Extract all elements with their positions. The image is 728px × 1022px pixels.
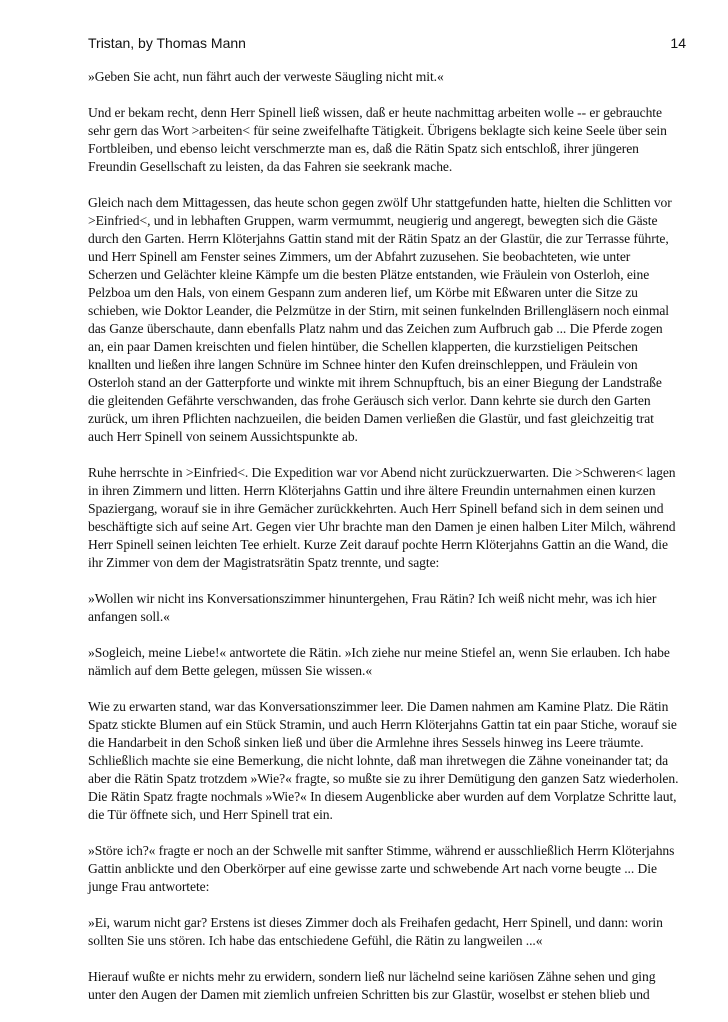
paragraph xyxy=(88,914,686,950)
paragraph xyxy=(88,842,686,896)
text-line: Hierauf wußte er nichts mehr zu erwidern, sondern ließ nur lächelnd seine kariösen Zähne sehen und ging xyxy=(88,969,656,984)
running-title: Tristan, by Thomas Mann xyxy=(88,35,246,51)
text-line: an, ein paar Damen kreischten und fielen hintüber, die Schellen klapperten, die kurzstieligen Peitschen xyxy=(88,339,638,354)
text-line: sollten Sie uns stören. Ich habe das entschiedene Gefühl, die Rätin zu langweilen ...« xyxy=(88,933,543,948)
text-line: Schließlich machte sie eine Bemerkung, die nicht lohnte, daß man ihretwegen die Zähne voneinander tat; da xyxy=(88,753,669,768)
text-line: beschäftigte sich auf seine Art. Gegen vier Uhr brachte man den Damen je einen halben Liter Milch, während xyxy=(88,519,676,534)
text-line: >Einfried<, und in lebhaften Gruppen, warm vermummt, neugierig und angeregt, bewegten sich die Gäste xyxy=(88,213,658,228)
text-line: junge Frau antwortete: xyxy=(88,879,210,894)
text-line: »Ei, warum nicht gar? Erstens ist dieses Zimmer doch als Freihafen gedacht, Herr Spinell, und dann: worin xyxy=(88,915,663,930)
paragraph xyxy=(88,464,686,572)
text-line: aber die Rätin Spatz trotzdem »Wie?« fragte, so mußte sie zu ihrer Demütigung den ganzen Satz wiederholen. xyxy=(88,771,679,786)
paragraph xyxy=(88,68,686,86)
text-line: sehr gern das Wort >arbeiten< für seine zweifelhafte Tätigkeit. Übrigens beklagte sich keine Seele über sein xyxy=(88,123,667,138)
page-body xyxy=(88,68,686,1022)
text-line: knallten und ließen ihre langen Schnüre im Schnee hinter den Kufen dreinschleppen, und Fräulein von xyxy=(88,357,638,372)
text-line: unter den Augen der Damen mit ziemlich unfreien Schritten bis zur Glastür, woselbst er stehen blieb und xyxy=(88,987,650,1002)
text-line: Und er bekam recht, denn Herr Spinell ließ wissen, daß er heute nachmittag arbeiten wolle -- er gebrauchte xyxy=(88,105,662,120)
text-line: und Herr Spinell am Fenster seines Zimmers, um der Abfahrt zuzusehen. Sie beobachteten, wie unter xyxy=(88,249,631,264)
paragraph xyxy=(88,194,686,446)
text-line: »Störe ich?« fragte er noch an der Schwelle mit sanfter Stimme, während er ausschließlich Herrn Klöterjahns xyxy=(88,843,675,858)
text-line: die gleitenden Gefährte verschwanden, das frohe Geräusch sich verlor. Dann kehrte sie durch den Garten xyxy=(88,393,651,408)
text-line: Pelzboa um den Hals, von einem Gespann zum anderen lief, um Körbe mit Eßwaren unter die Sitze zu xyxy=(88,285,638,300)
text-line: Herr Spinell seinen leichten Tee erhielt. Kurze Zeit darauf pochte Herrn Klöterjahns Gattin an die Wand, die xyxy=(88,537,668,552)
text-line: Ruhe herrschte in >Einfried<. Die Expedition war vor Abend nicht zurückzuerwarten. Die >Schweren< lagen xyxy=(88,465,676,480)
text-line: das Ganze überschaute, dann ebenfalls Platz nahm und das Zeichen zum Aufbruch gab ... Die Pferde zogen xyxy=(88,321,663,336)
text-line: zurück, um ihren Pflichten nachzueilen, die beiden Damen verließen die Glastür, und fast gleichzeitig trat xyxy=(88,411,654,426)
text-line: Wie zu erwarten stand, war das Konversationszimmer leer. Die Damen nahmen am Kamine Platz. Die Rätin xyxy=(88,699,669,714)
text-line: Freundin Gesellschaft zu leisten, da das Fahren sie seekrank mache. xyxy=(88,159,453,174)
text-line: auch Herr Spinell von seinem Aussichtspunkte ab. xyxy=(88,429,358,444)
text-line: die Handarbeit in den Schoß sinken ließ und über die Armlehne ihres Sessels hinweg ins Leere träumte. xyxy=(88,735,644,750)
text-line: durch den Garten. Herrn Klöterjahns Gattin stand mit der Rätin Spatz an der Glastür, die zur Terrasse führte, xyxy=(88,231,669,246)
text-line: Osterloh stand an der Gatterpforte und winkte mit ihrem Schnupftuch, bis an einer Biegung der Landstraße xyxy=(88,375,662,390)
text-line: »Sogleich, meine Liebe!« antwortete die Rätin. »Ich ziehe nur meine Stiefel an, wenn Sie erlauben. Ich habe xyxy=(88,645,670,660)
text-line: »Wollen wir nicht ins Konversationszimmer hinuntergehen, Frau Rätin? Ich weiß nicht mehr, was ich hier xyxy=(88,591,657,606)
text-line: in ihren Zimmern und litten. Herrn Klöterjahns Gattin und ihre ältere Freundin unternahmen einen kurzen xyxy=(88,483,656,498)
text-line: die Tür öffnete sich, und Herr Spinell trat ein. xyxy=(88,807,333,822)
paragraph xyxy=(88,104,686,176)
paragraph xyxy=(88,698,686,824)
text-line: Spatz stickte Blumen auf ein Stück Stramin, und auch Herrn Klöterjahns Gattin tat ein paar Stiche, worauf sie xyxy=(88,717,677,732)
text-line: Gleich nach dem Mittagessen, das heute schon gegen zwölf Uhr stattgefunden hatte, hielten die Schlitten vor xyxy=(88,195,672,210)
text-line: anfangen soll.« xyxy=(88,609,170,624)
text-line: nämlich auf dem Bette gelegen, müssen Sie wissen.« xyxy=(88,663,373,678)
text-line: »Geben Sie acht, nun fährt auch der verweste Säugling nicht mit.« xyxy=(88,69,444,84)
paragraph xyxy=(88,644,686,680)
text-line: schieben, wie Doktor Leander, die Pelzmütze in der Stirn, mit seinen funkelnden Brillengläsern noch einmal xyxy=(88,303,669,318)
text-line: Gattin anblickte und den Oberkörper auf eine gewisse zarte und schwebende Art nach vorne beugte ... Die xyxy=(88,861,657,876)
text-line: Fortbleiben, und ebenso leicht verschmerzte man es, daß die Rätin Spatz sich entschloß, ihrer jüngeren xyxy=(88,141,639,156)
paragraph xyxy=(88,968,686,1004)
text-line: Die Rätin Spatz fragte nochmals »Wie?« In diesem Augenblicke aber wurden auf dem Vorplatze Schritte laut, xyxy=(88,789,677,804)
text-line: Spaziergang, worauf sie in ihre Gemächer zurückkehrten. Auch Herr Spinell befand sich in dem seinen und xyxy=(88,501,664,516)
text-line: Scherzen und Gelächter kleine Kämpfe um die besten Plätze entstanden, wie Fräulein von Osterloh, eine xyxy=(88,267,650,282)
paragraph xyxy=(88,590,686,626)
page-number: 14 xyxy=(670,35,686,51)
text-line: ihr Zimmer von dem der Magistratsrätin Spatz trennte, und sagte: xyxy=(88,555,440,570)
page-header xyxy=(88,35,686,53)
